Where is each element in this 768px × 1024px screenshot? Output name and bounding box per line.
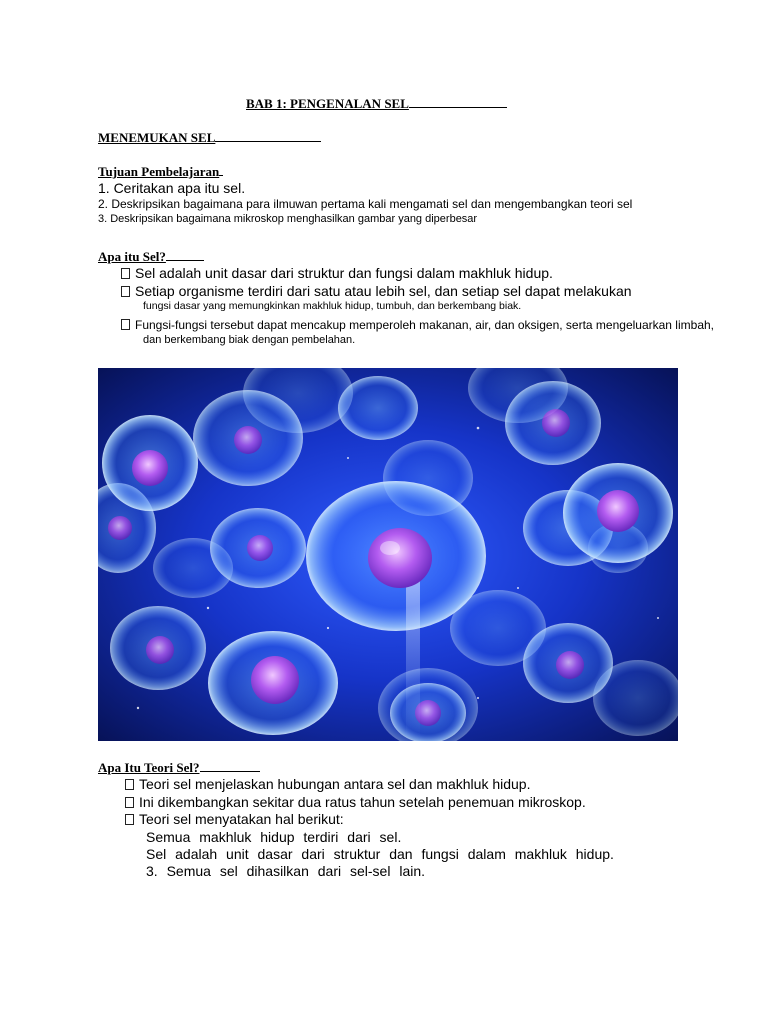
bullet-teori-1: Teori sel menjelaskan hubungan antara sel dan makhluk hidup. (125, 776, 530, 792)
theory-point-2: Sel adalah unit dasar dari struktur dan fungsi dalam makhluk hidup. (146, 846, 614, 862)
chapter-title: BAB 1: PENGENALAN SEL (246, 96, 507, 112)
bullet-organism-cont: fungsi dasar yang memungkinkan makhluk hidup, tumbuh, dan berkembang biak. (143, 300, 522, 312)
subheading-tujuan: Tujuan Pembelajaran (98, 164, 223, 180)
bullet-organism: Setiap organisme terdiri dari satu atau lebih sel, dan setiap sel dapat melakukan (121, 283, 632, 299)
bullet-icon (125, 779, 134, 790)
section-heading-apa-itu-sel: Apa itu Sel? (98, 249, 204, 265)
bullet-functions-cont: dan berkembang biak dengan pembelahan. (143, 334, 356, 346)
theory-point-3: 3. Semua sel dihasilkan dari sel-sel lain. (146, 863, 426, 879)
bullet-icon (121, 268, 130, 279)
bullet-icon (125, 797, 134, 808)
section-heading-menemukan-sel: MENEMUKAN SEL (98, 130, 321, 146)
cells-illustration (98, 368, 678, 741)
bullet-icon (121, 286, 130, 297)
bullet-icon (121, 319, 130, 330)
bullet-teori-2: Ini dikembangkan sekitar dua ratus tahun setelah penemuan mikroskop. (125, 794, 586, 810)
objective-3: 3. Deskripsikan bagaimana mikroskop menghasilkan gambar yang diperbesar (98, 213, 478, 225)
bullet-teori-3: Teori sel menyatakan hal berikut: (125, 811, 344, 827)
theory-point-1: Semua makhluk hidup terdiri dari sel. (146, 829, 402, 845)
section-heading-teori-sel: Apa Itu Teori Sel? (98, 760, 260, 776)
bullet-functions: Fungsi-fungsi tersebut dapat mencakup memperoleh makanan, air, dan oksigen, serta mengeluarkan limbah, (121, 318, 714, 332)
bullet-sel-definition: Sel adalah unit dasar dari struktur dan fungsi dalam makhluk hidup. (121, 265, 553, 281)
objective-1: 1. Ceritakan apa itu sel. (98, 180, 246, 196)
objective-2: 2. Deskripsikan bagaimana para ilmuwan pertama kali mengamati sel dan mengembangkan teori sel (98, 197, 633, 211)
bullet-icon (125, 814, 134, 825)
